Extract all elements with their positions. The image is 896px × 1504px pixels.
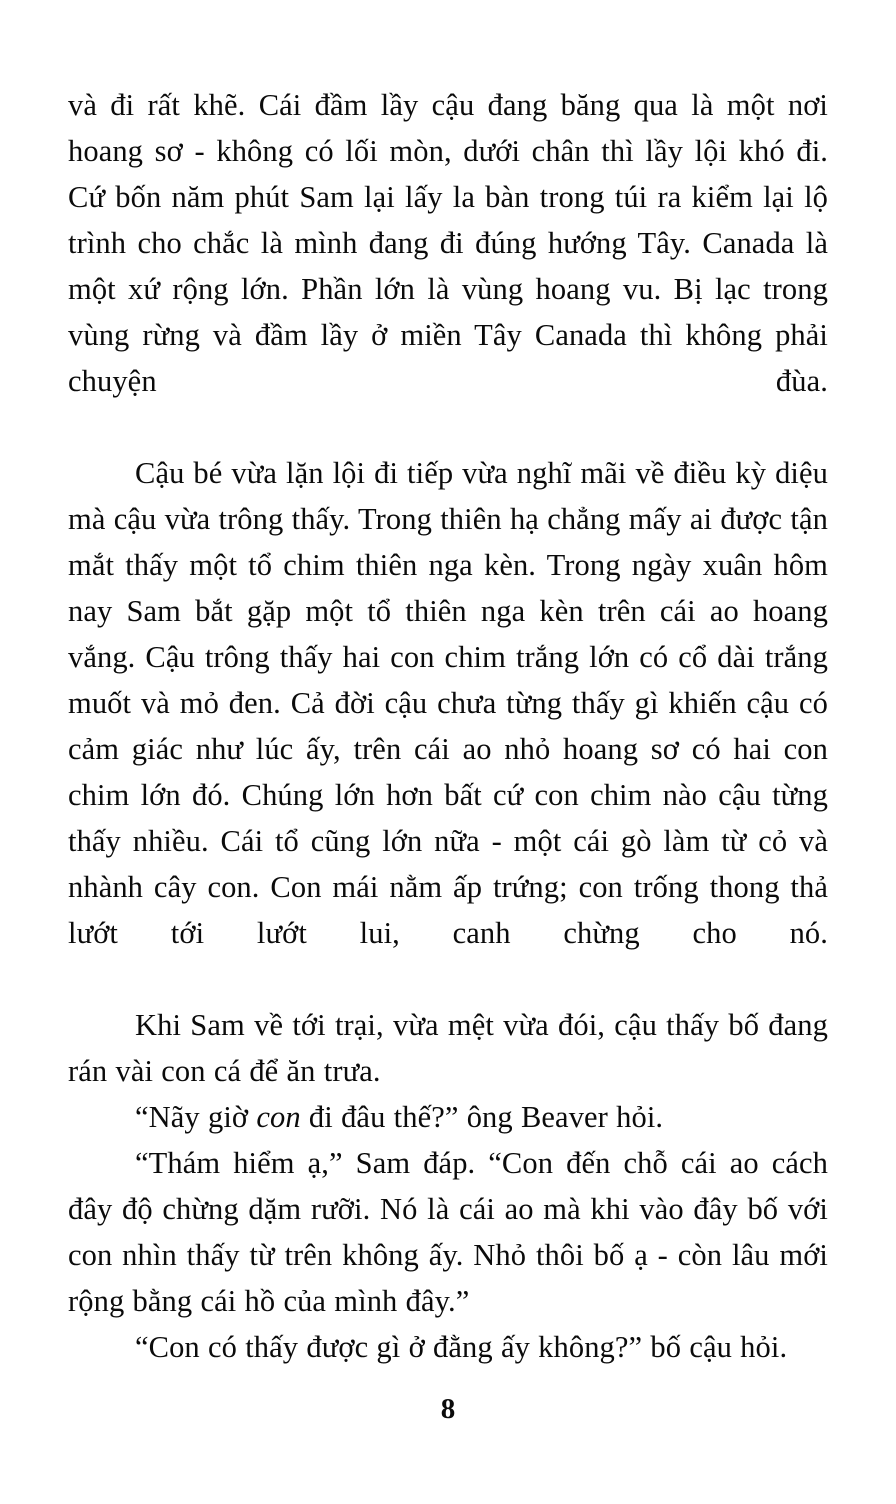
paragraph-4-dialogue xyxy=(68,1094,828,1140)
paragraph-5-dialogue: “Thám hiểm ạ,” Sam đáp. “Con đến chỗ cái ao cách đây độ chừng dặm rưỡi. Nó là cái ao mà khi vào đây bố với con nhìn thấy từ trên không ấy. Nhỏ thôi bố ạ - còn lâu mới rộng bằng cái hồ của mình đây.” xyxy=(68,1146,828,1318)
dialogue-emphasis-con: con xyxy=(256,1100,301,1134)
paragraph-3: Khi Sam về tới trại, vừa mệt vừa đói, cậu thấy bố đang rán vài con cá để ăn trưa. xyxy=(68,1008,828,1088)
paragraph-1: và đi rất khẽ. Cái đầm lầy cậu đang băng qua là một nơi hoang sơ - không có lối mòn, dưới chân thì lầy lội khó đi. Cứ bốn năm phút Sam lại lấy la bàn trong túi ra kiểm lại lộ trình cho chắc là mình đang đi đúng hướng Tây. Canada là một xứ rộng lớn. Phần lớn là vùng hoang vu. Bị lạc trong vùng rừng và đầm lầy ở miền Tây Canada thì không phải chuyện đùa. xyxy=(68,88,828,398)
dialogue-segment-2: đi đâu thế?” ông Beaver hỏi. xyxy=(300,1100,664,1134)
paragraph-6-dialogue: “Con có thấy được gì ở đằng ấy không?” bố cậu hỏi. xyxy=(135,1330,788,1364)
page-text-block xyxy=(68,82,828,1370)
page-number: 8 xyxy=(440,1393,456,1425)
paragraph-2: Cậu bé vừa lặn lội đi tiếp vừa nghĩ mãi về điều kỳ diệu mà cậu vừa trông thấy. Trong thiên hạ chẳng mấy ai được tận mắt thấy một tổ chim thiên nga kèn. Trong ngày xuân hôm nay Sam bắt gặp một tổ thiên nga kèn trên cái ao hoang vắng. Cậu trông thấy hai con chim trắng lớn có cổ dài trắng muốt và mỏ đen. Cả đời cậu chưa từng thấy gì khiến cậu có cảm giác như lúc ấy, trên cái ao nhỏ hoang sơ có hai con chim lớn đó. Chúng lớn hơn bất cứ con chim nào cậu từng thấy nhiều. Cái tổ cũng lớn nữa - một cái gò làm từ cỏ và nhành cây con. Con mái nằm ấp trứng; con trống thong thả lướt tới lướt lui, canh chừng cho nó. xyxy=(68,456,828,950)
dialogue-segment-1: “Nãy giờ xyxy=(135,1100,257,1134)
